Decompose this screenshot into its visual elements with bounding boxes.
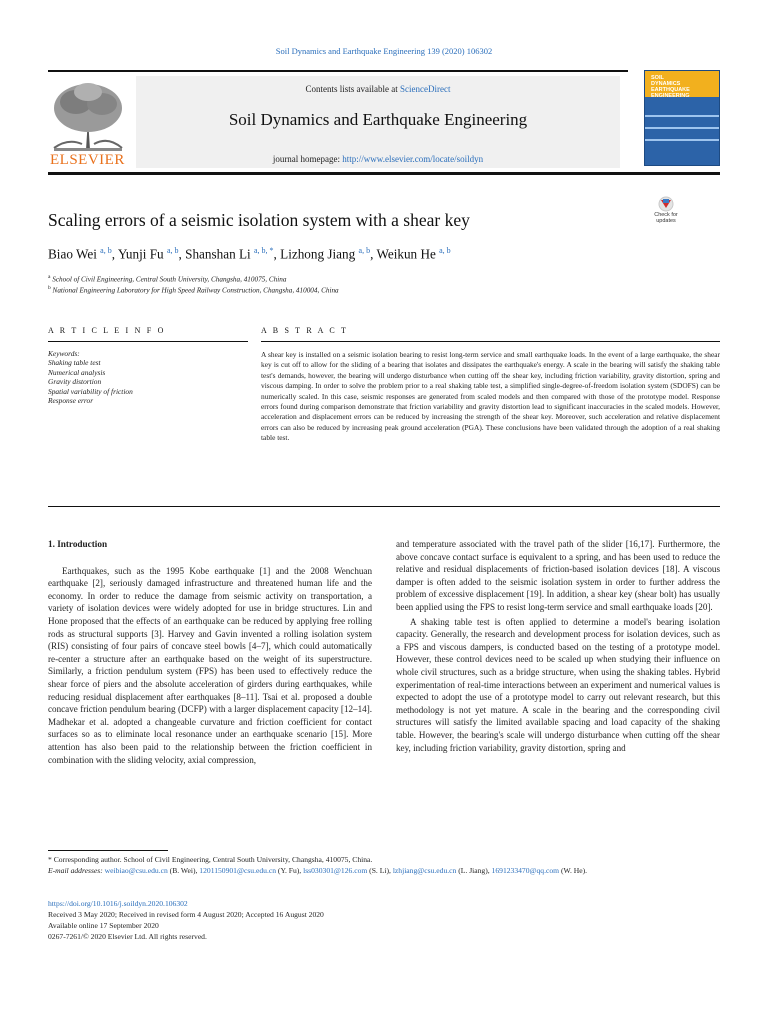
cover-stripe — [645, 115, 720, 117]
footnote-rule — [48, 850, 168, 851]
available-online: Available online 17 September 2020 — [48, 921, 159, 930]
author-name[interactable]: Biao Wei — [48, 246, 97, 262]
email-link[interactable]: lzhjiang@csu.edu.cn — [392, 866, 457, 875]
affiliation-text: School of Civil Engineering, Central South University, Changsha, 410075, China — [52, 275, 287, 284]
email-label: E-mail addresses: — [48, 866, 103, 875]
body-column-right — [396, 538, 720, 754]
email-link[interactable]: weibiao@csu.edu.cn — [104, 866, 168, 875]
author-name[interactable]: Lizhong Jiang — [280, 246, 356, 262]
cover-line: EARTHQUAKE — [651, 87, 690, 93]
copyright: 0267-7261/© 2020 Elsevier Ltd. All rights reserved. — [48, 932, 207, 941]
footnotes — [48, 854, 720, 876]
email-owner: (L. Jiang), — [456, 866, 492, 875]
keywords-label: Keywords: — [48, 349, 80, 358]
elsevier-wordmark: ELSEVIER — [50, 152, 125, 168]
email-link[interactable]: 1691233470@qq.com — [491, 866, 560, 875]
keyword: Spatial variability of friction — [48, 386, 133, 396]
received-dates: Received 3 May 2020; Received in revised form 4 August 2020; Accepted 16 August 2020 — [48, 910, 324, 919]
author-list: Biao Wei $^{a, b}$, Yunji Fu $^{a, b}$, Shanshan Li $^{a, b, *}$, Lizhong Jiang $^{a, b}$, Weikun He $^{a, b}$ — [48, 246, 451, 262]
author-name[interactable]: Yunji Fu — [117, 246, 164, 262]
author-affil-sup: a, b — [439, 246, 451, 255]
email-owner: (W. He). — [559, 866, 588, 875]
keyword: Shaking table test — [48, 358, 101, 368]
article-info-heading: A R T I C L E I N F O — [48, 326, 166, 335]
body-column-left — [48, 538, 372, 766]
sciencedirect-link[interactable]: ScienceDirect — [400, 84, 451, 94]
author-affil-sup: a, b — [358, 246, 371, 255]
crossmark-label-line: updates — [656, 218, 676, 224]
journal-homepage-link[interactable]: http://www.elsevier.com/locate/soildyn — [342, 154, 484, 164]
keywords-block — [48, 349, 248, 405]
cover-line: ENGINEERING — [651, 93, 690, 99]
email-owner: (S. Li), — [367, 866, 393, 875]
homepage-prefix: journal homepage: — [272, 154, 343, 164]
author-name[interactable]: Shanshan Li — [185, 246, 251, 262]
author-affil-sup: a, b — [166, 246, 179, 255]
cover-stripe — [645, 139, 720, 141]
email-owner: (B. Wei), — [167, 866, 200, 875]
cover-stripe — [645, 127, 720, 129]
cover-line: SOIL — [651, 75, 664, 81]
author-name[interactable]: Weikun He — [376, 246, 436, 262]
affiliation-mark: a — [48, 274, 51, 280]
cover-line: DYNAMICS — [651, 81, 681, 87]
contents-prefix: Contents lists available at — [305, 84, 400, 94]
paper-title: Scaling errors of a seismic isolation system with a shear key — [48, 210, 470, 230]
front-matter-bottom-rule — [48, 506, 720, 507]
journal-homepage-line — [136, 154, 620, 164]
journal-cover-thumbnail[interactable] — [644, 70, 720, 166]
affiliation — [48, 274, 286, 283]
abstract-text: A shear key is installed on a seismic isolation bearing to resist long-term service and small earthquake loads. In the event of a large earthquake, the shear key is cut off to allow for the sliding of a bearing that isolates and dissipates the earthquake's energy. A scale in the bearing will satisfy the shaking table test's demands, however, the bearing will undergo disturbance when cutting off the shear key, including friction variability, gravity distortion, spring and viscous damping. In order to solve the problem prior to a real shaking table test, a simplified single-degree-of-freedom isolation system (SDOFS) can be numerically scaled. In this case, seismic responses are generated from scaled models and then compared with those of the prototype model. Response errors found during comparison demonstrate that friction variability and gravity distortion lead to significant inaccuracies in the scaled models. However, acceleration and displacement errors can be reduced by increasing the strength of the shear key. Moreover, such acceleration and relative displacement errors can also be reduced by increasing peak ground acceleration (PGA). These conclusions have been validated through the adoption of a real shaking table test. — [261, 350, 720, 443]
affiliation — [48, 285, 339, 294]
masthead-center-band — [136, 76, 620, 168]
body-paragraph: and temperature associated with the travel path of the slider [16,17]. Furthermore, the above concave contact surface is equivalent to a spring, and has been used to reduce the relative and residual displacements of friction-based isolation devices [18]. A viscous damper is often added to the seismic isolation system in order to further address the problem of excessive displacement [19]. In addition, a shear key (shear bolt) has usually been applied using the FPS to resist long-term service and small earthquake loads [20]. — [396, 539, 720, 612]
article-info-rule — [48, 341, 248, 342]
contents-available-line — [136, 84, 620, 94]
email-link[interactable]: lss030301@126.com — [303, 866, 368, 875]
publication-info — [48, 898, 720, 942]
email-link[interactable]: 1201150901@csu.edu.cn — [199, 866, 277, 875]
running-head[interactable]: Soil Dynamics and Earthquake Engineering 139 (2020) 106302 — [275, 46, 493, 56]
affiliation-mark: b — [48, 285, 51, 291]
body-paragraph: A shaking table test is often applied to determine a model's bearing isolation capacity. Generally, the research and development process for isolation devices, such as a FPS and viscous dampers, is conducted based on the testing of a prototype model. However, these control devices need to be scaled up when studying their influence on whole civil structures, such as a bridge structure, when using the shaking tables. Hybrid experimentation of real-time interactions between an experiment and numerical values is expected to adopt the use of a prototype model to carry out relevant research, but this methodology is not yet mature. A scale in the bearing and the corresponding civil structures will satisfy the limited available spacing and load capacity of the shaking table. However, the bearing's scale will undergo disturbance when cutting off the shear key, including friction variability, gravity distortion, spring and — [396, 616, 720, 753]
cover-title-text — [651, 75, 690, 99]
abstract-heading: A B S T R A C T — [261, 326, 349, 335]
journal-masthead — [48, 70, 628, 170]
crossmark-label[interactable] — [646, 212, 686, 224]
journal-name: Soil Dynamics and Earthquake Engineering — [228, 110, 528, 129]
corresponding-author-note: * Corresponding author. School of Civil Engineering, Central South University, Changsha, 410075, China. — [48, 855, 373, 864]
keyword: Numerical analysis — [48, 367, 106, 377]
crossmark-label-line: Check for — [654, 212, 678, 218]
author-affil-sup: a, b — [100, 246, 112, 255]
email-owner: (Y. Fu), — [276, 866, 304, 875]
email-addresses — [48, 865, 720, 876]
keyword: Response error — [48, 396, 94, 406]
body-paragraph: Earthquakes, such as the 1995 Kobe earthquake [1] and the 2008 Wenchuan earthquake [2], seriously damaged infrastructure and threatened human life and the economy. In order to reduce the damage from seismic activity on transportation, a variety of isolation devices were widely adopted for use in bridge structures. Lin and Hone proposed that the effects of an earthquake can be reduced by applying free rolling rods as structural supports [3]. Harvey and Gavin invented a rolling isolation system (RIS) consisting of four pairs of concave steel bowls [4–7], which could automatically re-center a structure after an earthquake based on the weight of its superstructure. Similarly, a friction pendulum system (FPS) has been used to effectively reduce the shear force of piers and the absolute acceleration of girders during earthquakes, while reducing residual displacement after earthquakes [8–11]. Tsai et al. proposed a double concave friction pendulum bearing (DCFP) with a larger displacement capacity [12–14]. Madhekar et al. adopted a changeable curvature and friction coefficient for contact surfaces so as to eliminate local resonance under an earthquake scenario [15]. More attention has also been paid to the relationship between the friction coefficient in combination with the sliding velocity, axial compression, — [48, 565, 372, 765]
doi-link[interactable]: https://doi.org/10.1016/j.soildyn.2020.106302 — [48, 899, 188, 908]
section-heading-introduction: 1. Introduction — [48, 539, 108, 549]
author-affil-sup: a, b, * — [253, 246, 274, 255]
masthead-bottom-rule — [48, 172, 720, 175]
abstract-rule — [261, 341, 720, 342]
keyword: Gravity distortion — [48, 377, 102, 387]
affiliation-text: National Engineering Laboratory for High Speed Railway Construction, Changsha, 410004, China — [52, 286, 339, 295]
